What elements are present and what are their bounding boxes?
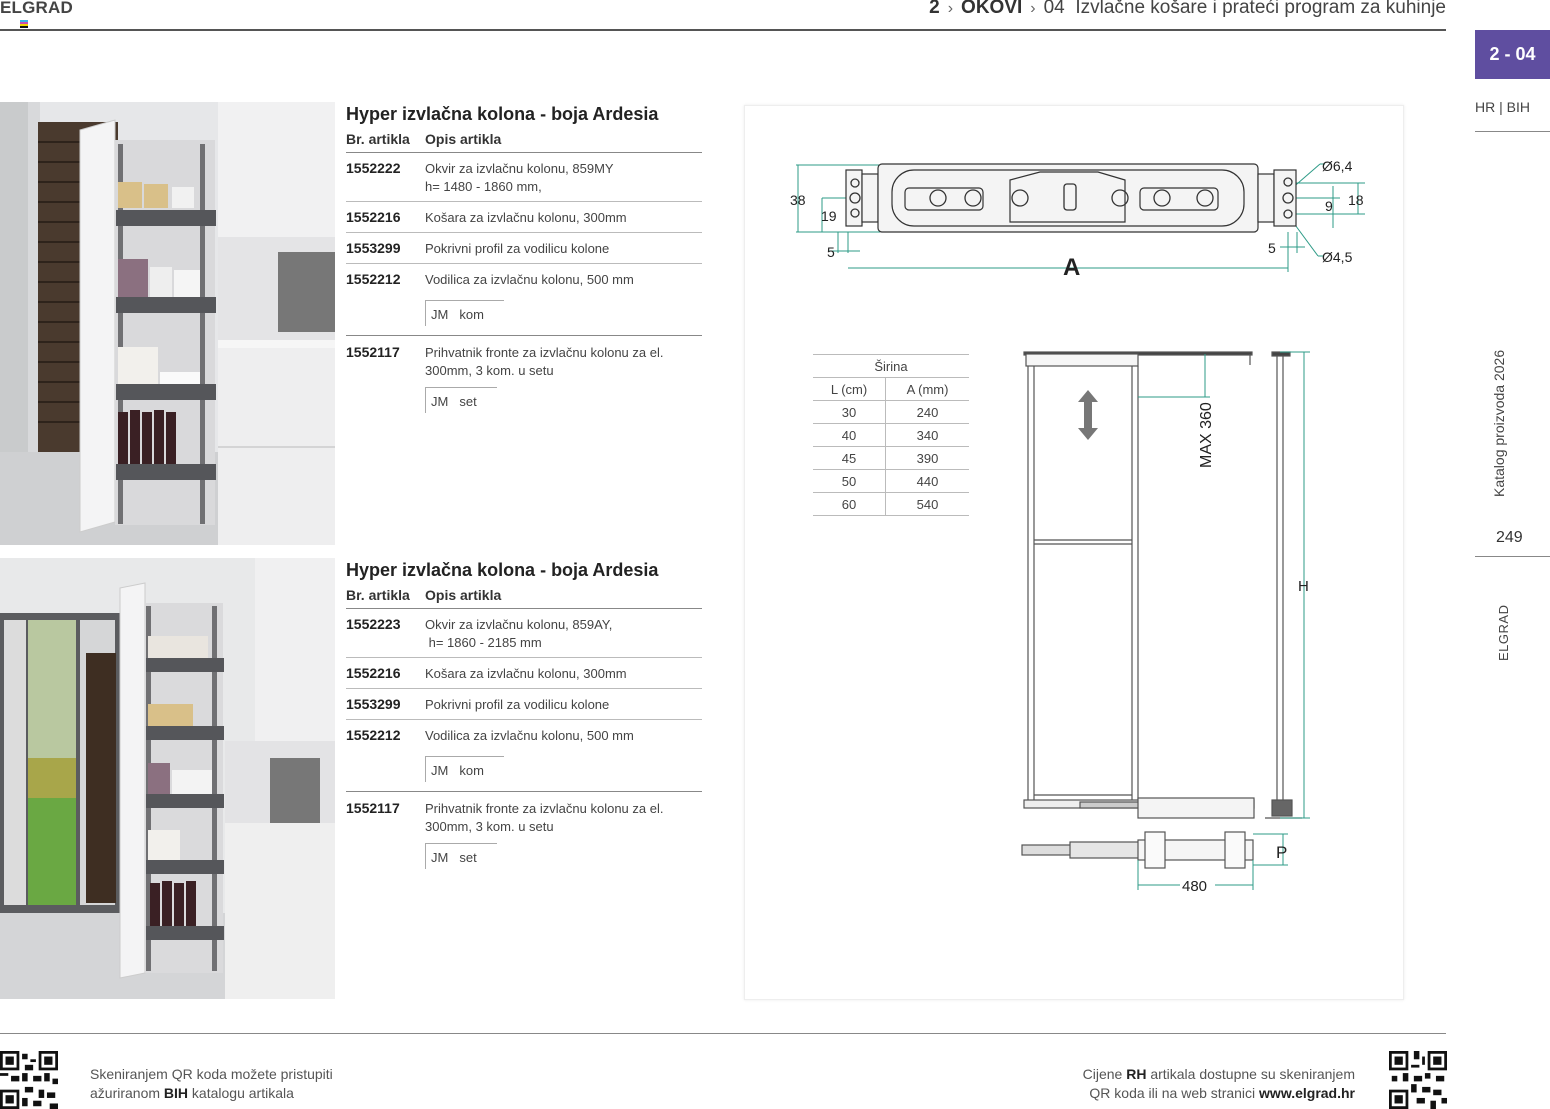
unit-box (425, 300, 504, 326)
column-header-code: Br. artikla (346, 131, 410, 147)
sidebar-brand: ELGRAD (1496, 604, 1511, 661)
chapter-tab[interactable]: 2 - 04 (1475, 30, 1550, 79)
article-desc: Prihvatnik fronte za izvlačnu kolonu za el. (425, 345, 664, 360)
footer-text: katalogu artikala (188, 1085, 294, 1101)
article-code: 1552223 (346, 616, 401, 632)
cell-a: 340 (886, 424, 969, 447)
footer-text: QR koda ili na web stranici (1089, 1085, 1260, 1101)
product-block-1 (346, 104, 702, 422)
unit-value: set (459, 850, 477, 865)
article-code: 1553299 (346, 696, 401, 712)
table-row (813, 424, 969, 447)
table-row (346, 233, 702, 264)
article-code: 1552216 (346, 665, 401, 681)
brand-logo: ELGRAD (0, 0, 73, 17)
table-row (346, 689, 702, 720)
article-code: 1552212 (346, 271, 401, 287)
sidebar-divider (1475, 556, 1550, 557)
column-header-a: A (mm) (886, 378, 969, 401)
footer-text: artikala dostupne su skeniranjem (1146, 1066, 1355, 1082)
dim-5-right: 5 (1268, 240, 1276, 256)
table-header (346, 131, 702, 153)
column-side-view-drawing (1010, 340, 1330, 900)
header-divider (0, 29, 1446, 31)
article-code: 1552216 (346, 209, 401, 225)
cell-l: 60 (813, 493, 886, 516)
footer-text-bold: BIH (163, 1085, 189, 1101)
article-desc: h= 1480 - 1860 mm, (425, 179, 542, 194)
breadcrumb-chapter-num[interactable]: 2 (929, 0, 940, 18)
footer-text: Skeniranjem QR koda možete pristupiti (90, 1066, 333, 1082)
dim-38: 38 (790, 192, 806, 208)
column-header-desc: Opis artikla (425, 131, 502, 147)
table-row (813, 493, 969, 516)
article-code: 1552117 (346, 800, 400, 816)
article-code: 1552222 (346, 160, 401, 176)
table-row (346, 336, 702, 385)
article-desc: Vodilica za izvlačnu kolonu, 500 mm (425, 728, 634, 743)
table-row (346, 153, 702, 202)
table-row (813, 470, 969, 493)
dim-19: 19 (821, 208, 837, 224)
sidebar-divider (1475, 131, 1550, 132)
table-row (346, 792, 702, 841)
website-link[interactable]: www.elgrad.hr (1259, 1085, 1355, 1101)
breadcrumb (929, 0, 1446, 19)
slide-length-label: 480 (1182, 878, 1208, 895)
cell-a: 240 (886, 401, 969, 424)
dim-a: A (1063, 254, 1081, 281)
cell-a: 390 (886, 447, 969, 470)
footer-divider (0, 1033, 1446, 1034)
qr-code-rh[interactable] (1389, 1051, 1447, 1109)
cell-a: 440 (886, 470, 969, 493)
unit-label: JM (431, 394, 449, 409)
article-desc: Košara za izvlačnu kolonu, 300mm (425, 666, 627, 681)
article-desc: h= 1860 - 2185 mm (425, 635, 542, 650)
table-header (346, 587, 702, 609)
dim-5-left: 5 (827, 244, 835, 260)
table-row (813, 401, 969, 424)
cell-l: 45 (813, 447, 886, 470)
unit-value: set (459, 394, 477, 409)
breadcrumb-section[interactable]: Izvlačne košare i prateći program za kuhinje (1075, 0, 1446, 18)
product-title: Hyper izvlačna kolona - boja Ardesia (346, 560, 659, 580)
dim-18: 18 (1348, 192, 1364, 208)
height-label: H (1298, 578, 1309, 595)
max-extension-label: MAX 360 (1198, 402, 1215, 468)
article-code: 1552212 (346, 727, 401, 743)
chevron-right-icon: › (1030, 0, 1036, 17)
article-desc: Okvir za izvlačnu kolonu, 859AY, (425, 617, 613, 632)
article-desc: Pokrivni profil za vodilicu kolone (425, 241, 610, 256)
unit-value: kom (459, 307, 484, 322)
article-code: 1552117 (346, 344, 400, 360)
cell-l: 40 (813, 424, 886, 447)
hole-small-diameter: Ø4,5 (1322, 249, 1353, 265)
breadcrumb-section-num[interactable]: 04 (1043, 0, 1065, 18)
product-photo-1 (0, 102, 335, 545)
cell-l: 30 (813, 401, 886, 424)
page-number: 249 (1496, 529, 1523, 546)
unit-value: kom (459, 763, 484, 778)
article-desc: 300mm, 3 kom. u setu (425, 819, 554, 834)
unit-box (425, 843, 497, 869)
cell-l: 50 (813, 470, 886, 493)
column-header-desc: Opis artikla (425, 587, 502, 603)
catalog-title: Katalog proizvoda 2026 (1491, 349, 1507, 497)
product-photo-2 (0, 558, 335, 999)
table-row (346, 658, 702, 689)
unit-box (425, 756, 504, 782)
width-table (813, 354, 969, 516)
flag-icon (20, 20, 28, 28)
article-desc: Košara za izvlačnu kolonu, 300mm (425, 210, 627, 225)
width-table-title: Širina (813, 355, 969, 378)
dim-9: 9 (1325, 198, 1333, 214)
hole-large-diameter: Ø6,4 (1322, 158, 1353, 174)
qr-code-bih[interactable] (0, 1051, 58, 1109)
article-desc: Okvir za izvlačnu kolonu, 859MY (425, 161, 614, 176)
footer-text: Cijene (1082, 1066, 1127, 1082)
table-row (346, 264, 702, 294)
language-label: HR | BIH (1475, 99, 1530, 115)
article-desc: Vodilica za izvlačnu kolonu, 500 mm (425, 272, 634, 287)
article-desc: Prihvatnik fronte za izvlačnu kolonu za el. (425, 801, 664, 816)
product-block-2 (346, 560, 702, 878)
unit-label: JM (431, 763, 449, 778)
table-row (813, 447, 969, 470)
table-row (346, 720, 702, 750)
depth-label: P (1276, 843, 1288, 862)
unit-box (425, 387, 497, 413)
unit-label: JM (431, 307, 449, 322)
chevron-right-icon: › (947, 0, 954, 17)
unit-label: JM (431, 850, 449, 865)
footer-text-bold: RH (1126, 1066, 1147, 1082)
article-code: 1553299 (346, 240, 401, 256)
footer-note-rh (1083, 1065, 1355, 1103)
footer-note-bih (90, 1065, 333, 1103)
cell-a: 540 (886, 493, 969, 516)
article-desc: Pokrivni profil za vodilicu kolone (425, 697, 610, 712)
column-header-l: L (cm) (813, 378, 886, 401)
column-header-code: Br. artikla (346, 587, 410, 603)
article-desc: 300mm, 3 kom. u setu (425, 363, 554, 378)
product-title: Hyper izvlačna kolona - boja Ardesia (346, 104, 659, 124)
table-row (346, 609, 702, 658)
bracket-top-view-drawing (780, 150, 1380, 290)
footer-text: ažuriranom (90, 1085, 164, 1101)
table-row (346, 202, 702, 233)
breadcrumb-chapter[interactable]: OKOVI (961, 0, 1023, 18)
